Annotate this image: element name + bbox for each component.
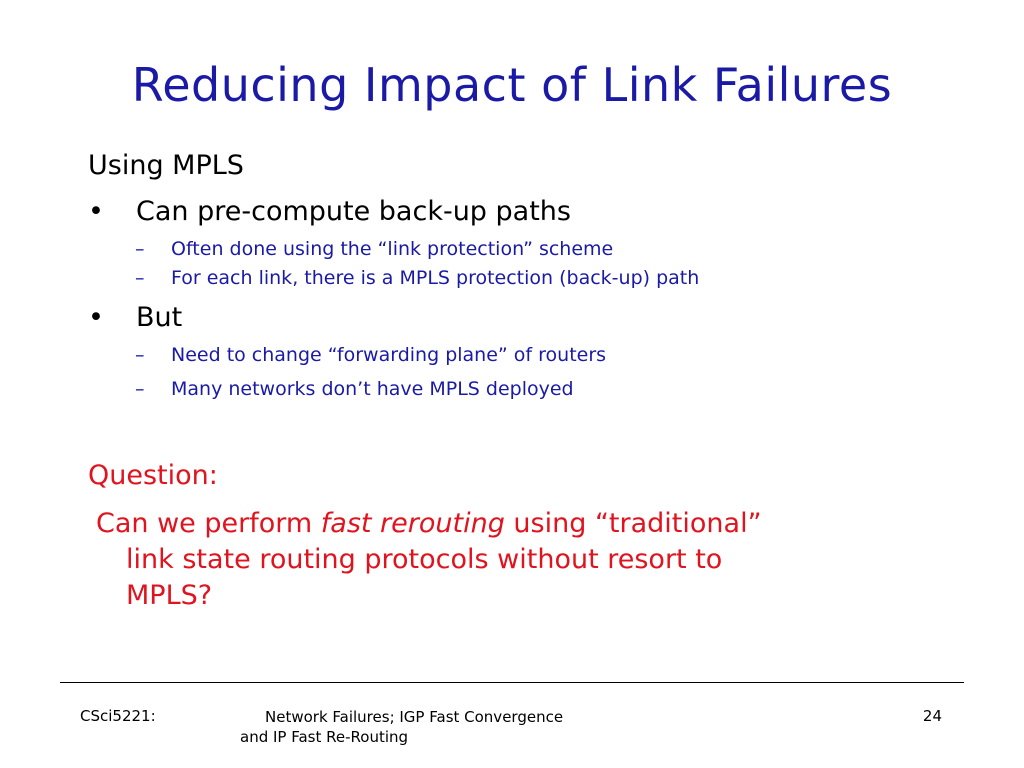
- question-text: [96, 506, 896, 614]
- intro-text: Using MPLS: [88, 150, 244, 181]
- sub-bullet-text: Often done using the “link protection” scheme: [171, 238, 614, 260]
- page-number: 24: [922, 707, 942, 725]
- sub-bullet-item: [135, 238, 613, 260]
- footer-divider: [60, 682, 964, 683]
- sub-bullet-item: [135, 378, 574, 400]
- question-part2: using “traditional”: [504, 508, 762, 539]
- sub-bullet-marker: –: [135, 378, 145, 400]
- bullet-marker: •: [88, 196, 104, 227]
- footer-course: CSci5221:: [80, 707, 156, 725]
- sub-bullet-text: For each link, there is a MPLS protection (back-up) path: [171, 267, 700, 289]
- sub-bullet-marker: –: [135, 344, 145, 366]
- bullet-marker: •: [88, 302, 104, 333]
- question-line2: link state routing protocols without resort to: [126, 544, 723, 575]
- slide-title: Reducing Impact of Link Failures: [131, 58, 893, 112]
- question-label: Question:: [88, 460, 218, 491]
- sub-bullet-text: Many networks don’t have MPLS deployed: [171, 378, 574, 400]
- question-line3: MPLS?: [126, 580, 213, 611]
- sub-bullet-marker: –: [135, 267, 145, 289]
- sub-bullet-marker: –: [135, 238, 145, 260]
- bullet-text: But: [136, 302, 183, 333]
- bullet-item: [88, 196, 571, 227]
- footer-topic-line1: Network Failures; IGP Fast Convergence: [265, 708, 564, 726]
- sub-bullet-item: [135, 267, 699, 289]
- bullet-text: Can pre-compute back-up paths: [136, 196, 571, 227]
- bullet-item: [88, 302, 182, 333]
- question-part1: Can we perform: [96, 508, 321, 539]
- sub-bullet-item: [135, 344, 606, 366]
- question-emphasis: fast rerouting: [320, 508, 505, 539]
- sub-bullet-text: Need to change “forwarding plane” of routers: [171, 344, 607, 366]
- footer-topic: [240, 707, 630, 747]
- footer-topic-line2: and IP Fast Re-Routing: [240, 728, 409, 746]
